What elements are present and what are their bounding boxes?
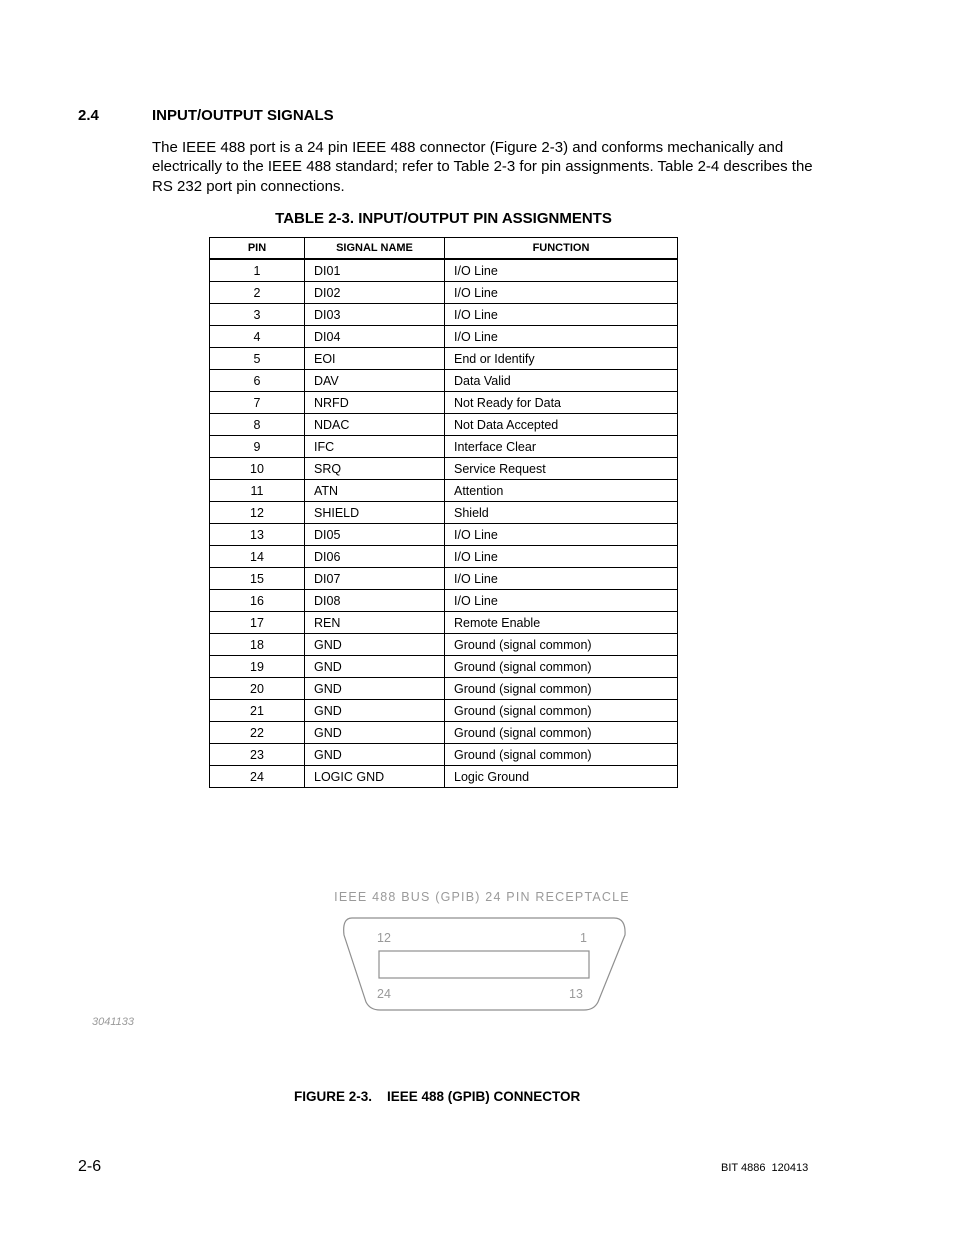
function-cell: Interface Clear (445, 436, 678, 458)
table-row (210, 656, 678, 678)
signal-name-cell: EOI (305, 348, 445, 370)
signal-name-cell: ATN (305, 480, 445, 502)
signal-name-cell: DI08 (305, 590, 445, 612)
table-title: TABLE 2-3. INPUT/OUTPUT PIN ASSIGNMENTS (275, 210, 612, 227)
function-cell: I/O Line (445, 259, 678, 282)
pin-number-cell: 10 (210, 458, 305, 480)
pin-number-cell: 20 (210, 678, 305, 700)
function-cell: Ground (signal common) (445, 656, 678, 678)
table-row (210, 392, 678, 414)
pin-number-cell: 6 (210, 370, 305, 392)
header-pin: PIN (210, 238, 305, 260)
signal-name-cell: GND (305, 722, 445, 744)
header-signal-name: SIGNAL NAME (305, 238, 445, 260)
section-title: INPUT/OUTPUT SIGNALS (152, 107, 334, 124)
table-row (210, 259, 678, 282)
header-function: FUNCTION (445, 238, 678, 260)
signal-name-cell: DI02 (305, 282, 445, 304)
pin-number-cell: 9 (210, 436, 305, 458)
signal-name-cell: NRFD (305, 392, 445, 414)
signal-name-cell: SHIELD (305, 502, 445, 524)
figure-caption: FIGURE 2-3. IEEE 488 (GPIB) CONNECTOR (294, 1089, 581, 1104)
pin-number-cell: 16 (210, 590, 305, 612)
pin-number-cell: 14 (210, 546, 305, 568)
function-cell: Logic Ground (445, 766, 678, 788)
function-cell: Not Ready for Data (445, 392, 678, 414)
signal-name-cell: DI05 (305, 524, 445, 546)
pin-label-13: 13 (569, 987, 583, 1001)
function-cell: I/O Line (445, 546, 678, 568)
signal-name-cell: DAV (305, 370, 445, 392)
table-row (210, 546, 678, 568)
pin-assignment-table (209, 237, 678, 788)
table-row (210, 348, 678, 370)
function-cell: I/O Line (445, 568, 678, 590)
signal-name-cell: GND (305, 678, 445, 700)
function-cell: Ground (signal common) (445, 722, 678, 744)
signal-name-cell: SRQ (305, 458, 445, 480)
signal-name-cell: DI01 (305, 259, 445, 282)
function-cell: I/O Line (445, 524, 678, 546)
table-row (210, 436, 678, 458)
figure-label: IEEE 488 BUS (GPIB) 24 PIN RECEPTACLE (334, 890, 630, 904)
table-row (210, 612, 678, 634)
signal-name-cell: DI06 (305, 546, 445, 568)
signal-name-cell: DI04 (305, 326, 445, 348)
table-row (210, 502, 678, 524)
function-cell: Data Valid (445, 370, 678, 392)
pin-number-cell: 1 (210, 259, 305, 282)
pin-label-1: 1 (580, 931, 587, 945)
table-row (210, 458, 678, 480)
table-row (210, 590, 678, 612)
function-cell: Shield (445, 502, 678, 524)
signal-name-cell: GND (305, 634, 445, 656)
function-cell: I/O Line (445, 304, 678, 326)
pin-label-12: 12 (377, 931, 391, 945)
table-row (210, 370, 678, 392)
pin-number-cell: 3 (210, 304, 305, 326)
function-cell: End or Identify (445, 348, 678, 370)
function-cell: Attention (445, 480, 678, 502)
intro-paragraph: The IEEE 488 port is a 24 pin IEEE 488 connector (Figure 2-3) and conforms mechanically and electrically to the IEEE 488 standard; refer to Table 2-3 for pin assignments. Table 2-4 describes the RS 232 port pin connections. (152, 139, 813, 195)
function-cell: I/O Line (445, 282, 678, 304)
signal-name-cell: GND (305, 700, 445, 722)
drawing-number: 3041133 (92, 1016, 135, 1028)
table-row (210, 678, 678, 700)
table-row (210, 744, 678, 766)
table-row (210, 568, 678, 590)
pin-number-cell: 21 (210, 700, 305, 722)
table-row (210, 524, 678, 546)
table-row (210, 282, 678, 304)
function-cell: I/O Line (445, 326, 678, 348)
pin-number-cell: 8 (210, 414, 305, 436)
document-code: BIT 4886 120413 (721, 1162, 809, 1174)
signal-name-cell: REN (305, 612, 445, 634)
table-header-row (210, 238, 678, 260)
signal-name-cell: NDAC (305, 414, 445, 436)
pin-number-cell: 13 (210, 524, 305, 546)
gpib-connector-figure (0, 870, 954, 1040)
pin-number-cell: 4 (210, 326, 305, 348)
pin-number-cell: 11 (210, 480, 305, 502)
function-cell: Service Request (445, 458, 678, 480)
pin-number-cell: 19 (210, 656, 305, 678)
pin-number-cell: 5 (210, 348, 305, 370)
pin-number-cell: 22 (210, 722, 305, 744)
signal-name-cell: IFC (305, 436, 445, 458)
table-row (210, 414, 678, 436)
function-cell: Ground (signal common) (445, 744, 678, 766)
pin-number-cell: 24 (210, 766, 305, 788)
table-row (210, 480, 678, 502)
pin-number-cell: 7 (210, 392, 305, 414)
pin-number-cell: 15 (210, 568, 305, 590)
signal-name-cell: GND (305, 744, 445, 766)
table-row (210, 722, 678, 744)
connector-contact-slot (379, 951, 589, 978)
function-cell: Ground (signal common) (445, 700, 678, 722)
pin-number-cell: 17 (210, 612, 305, 634)
table-row (210, 700, 678, 722)
function-cell: Remote Enable (445, 612, 678, 634)
pin-number-cell: 12 (210, 502, 305, 524)
pin-label-24: 24 (377, 987, 391, 1001)
table-row (210, 304, 678, 326)
signal-name-cell: LOGIC GND (305, 766, 445, 788)
pin-number-cell: 23 (210, 744, 305, 766)
page-number: 2-6 (78, 1158, 102, 1175)
function-cell: Ground (signal common) (445, 678, 678, 700)
section-number: 2.4 (78, 107, 99, 124)
signal-name-cell: DI07 (305, 568, 445, 590)
pin-number-cell: 18 (210, 634, 305, 656)
function-cell: Ground (signal common) (445, 634, 678, 656)
table-row (210, 634, 678, 656)
signal-name-cell: DI03 (305, 304, 445, 326)
table-row (210, 326, 678, 348)
function-cell: I/O Line (445, 590, 678, 612)
pin-number-cell: 2 (210, 282, 305, 304)
signal-name-cell: GND (305, 656, 445, 678)
table-row (210, 766, 678, 788)
function-cell: Not Data Accepted (445, 414, 678, 436)
